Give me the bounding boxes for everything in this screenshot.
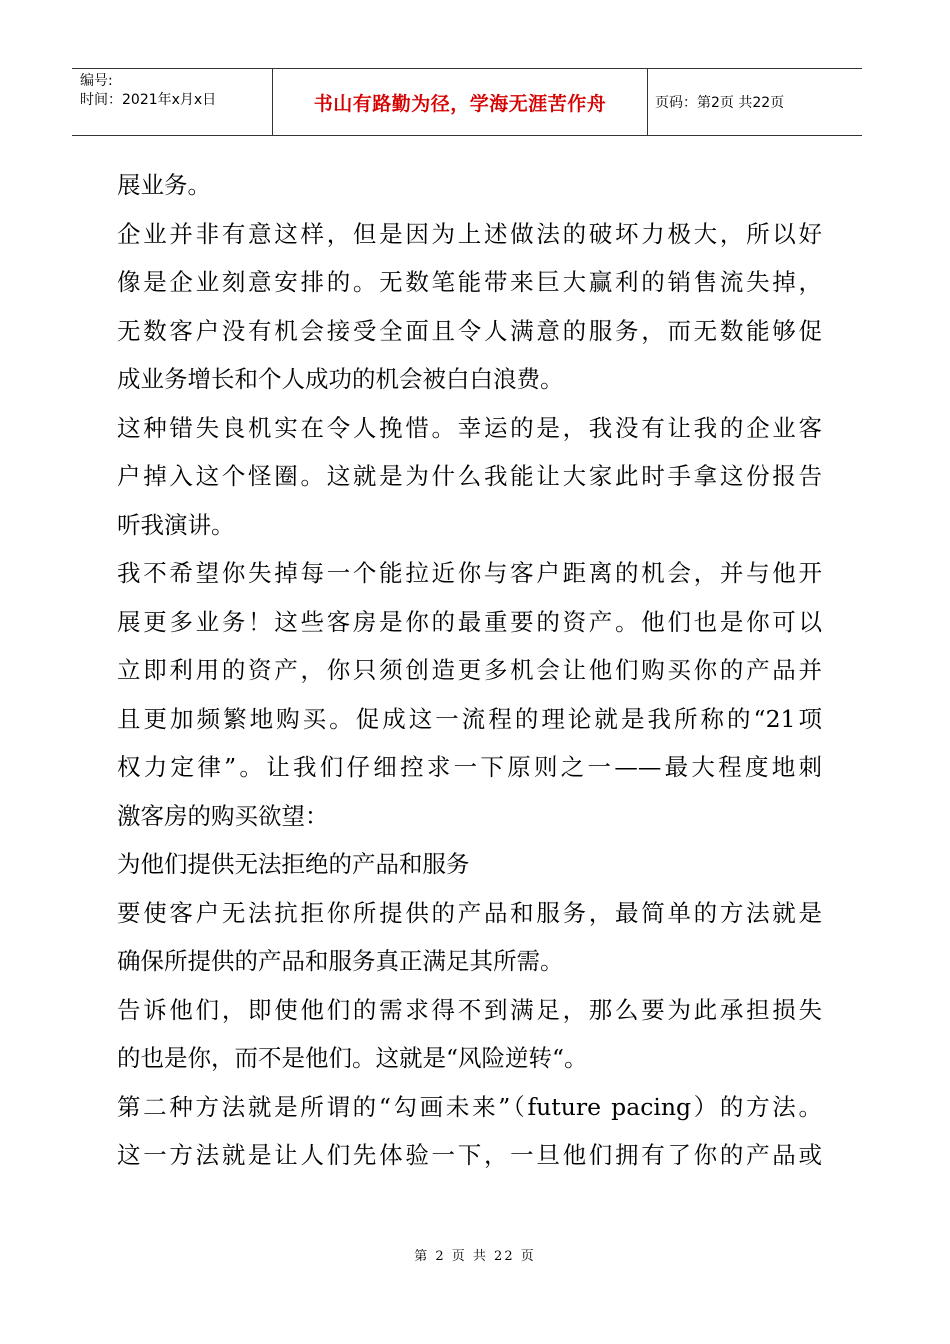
body-text-line: 要使客户无法抗拒你所提供的产品和服务，最简单的方法就是	[117, 898, 822, 927]
header-page-indicator: 页码：第2页 共22页	[655, 95, 785, 111]
body-text-line: 企业并非有意这样，但是因为上述做法的破坏力极大，所以好	[117, 219, 822, 248]
body-text-line: 无数客户没有机会接受全面且令人满意的服务，而无数能够促	[117, 316, 822, 345]
header-divider	[647, 69, 648, 135]
body-text-line: 展更多业务！这些客房是你的最重要的资产。他们也是你可以	[117, 607, 822, 636]
body-text-line: 我不希望你失掉每一个能拉近你与客户距离的机会，并与他开	[117, 559, 822, 587]
body-text-line: 这种错失良机实在令人挽惜。幸运的是，我没有让我的企业客	[117, 413, 822, 442]
header-motto: 书山有路勤为径，学海无涯苦作舟	[313, 92, 607, 115]
body-text-line: 为他们提供无法拒绝的产品和服务	[117, 850, 470, 878]
body-text-line: 权力定律”。让我们仔细控求一下原则之一——最大程度地刺	[117, 753, 822, 781]
body-text-line: 激客房的购买欲望：	[117, 801, 329, 830]
body-text-line: 确保所提供的产品和服务真正满足其所需。	[117, 947, 564, 975]
page-footer: 第 2 页 共 22 页	[414, 1249, 536, 1264]
body-text-line: 听我演讲。	[117, 510, 235, 539]
body-text-line: 告诉他们，即使他们的需求得不到满足，那么要为此承担损失	[117, 995, 822, 1024]
body-text-line: 的也是你，而不是他们。这就是“风险逆转“。	[117, 1044, 588, 1072]
body-text-line: 这一方法就是让人们先体验一下，一旦他们拥有了你的产品或	[117, 1141, 822, 1169]
body-text-line: 像是企业刻意安排的。无数笔能带来巨大赢利的销售流失掉，	[117, 268, 822, 296]
body-text-line: 展业务。	[117, 171, 211, 199]
header-meta	[80, 72, 270, 110]
page-header	[72, 68, 862, 136]
body-text-line: 成业务增长和个人成功的机会被白白浪费。	[117, 365, 564, 393]
body-text-line: 户掉入这个怪圈。这就是为什么我能让大家此时手拿这份报告	[117, 462, 822, 490]
body-text-line: 且更加频繁地购买。促成这一流程的理论就是我所称的“21项	[117, 704, 822, 733]
document-body	[117, 161, 822, 1180]
body-text-line: 立即利用的资产，你只须创造更多机会让他们购买你的产品并	[117, 656, 822, 684]
document-number-label: 编号:	[80, 73, 113, 89]
document-time-label: 时间：2021年x月x日	[80, 92, 217, 108]
body-text-line: 第二种方法就是所谓的“勾画未来”（future pacing）的方法。	[117, 1092, 822, 1121]
